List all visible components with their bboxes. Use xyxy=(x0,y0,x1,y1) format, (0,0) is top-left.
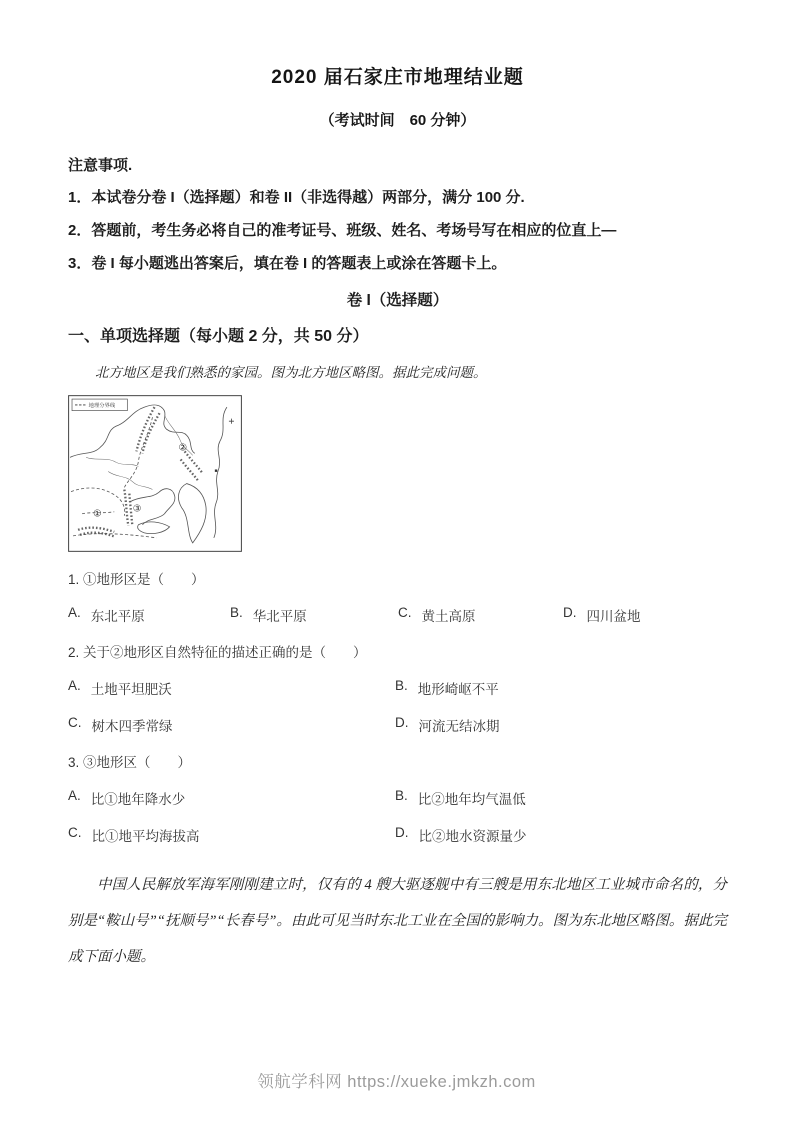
question-1-options xyxy=(68,605,727,625)
boundary-line-1 xyxy=(124,417,152,487)
part-title: 卷 I（选择题） xyxy=(346,292,449,309)
ridge-yanshan-1 xyxy=(78,528,114,532)
option-1c: C. 黄土高原 xyxy=(398,605,476,624)
option-2c: C. 树木四季常绿 xyxy=(68,715,173,734)
map-svg xyxy=(68,395,242,552)
option-2a: A. 土地平坦肥沃 xyxy=(68,678,172,697)
map-marker-3: ③ xyxy=(132,503,142,515)
watermark-footer: 领航学科网 https://xueke.jmkzh.com xyxy=(257,1073,536,1091)
question-3-options-row-2 xyxy=(68,825,727,845)
option-1d: D. 四川盆地 xyxy=(563,605,641,624)
exam-duration: （考试时间 60 分钟） xyxy=(319,112,476,129)
ridge-changbai-2 xyxy=(181,459,199,481)
option-1b: B. 华北平原 xyxy=(230,605,307,624)
question-2 xyxy=(68,641,727,735)
question-1-text: 1. ①地形区是（ ） xyxy=(68,572,205,587)
notice-item-2: 2．答题前，考生务必将自己的准考证号、班级、姓名、考场号写在相应的位直上— xyxy=(68,222,617,239)
option-2b: B. 地形崎岖不平 xyxy=(395,678,499,697)
notice-heading: 注意事项. xyxy=(68,157,133,174)
boundary-line-3 xyxy=(73,534,156,538)
korea-peninsula xyxy=(178,484,206,543)
river-1 xyxy=(86,457,138,466)
passage-northeast-navy: 中国人民解放军海军刚刚建立时，仅有的 4 艘大驱逐舰中有三艘是用东北地区工业城市命名的，分别是“鞍山号”“抚顺号”“长春号”。由此可见当时东北工业在全国的影响力。图为东北地区略图。据此完成下面小题。 xyxy=(68,877,727,965)
north-china-sketch-map xyxy=(68,395,242,552)
river-3 xyxy=(108,471,152,489)
option-3a: A. 比①地年降水少 xyxy=(68,788,186,807)
question-2-options-row-1 xyxy=(68,678,727,698)
shandong-peninsula xyxy=(138,522,170,534)
page-title: 2020 届石家庄市地理结业题 xyxy=(271,67,524,88)
question-3 xyxy=(68,751,727,845)
ridge-khingan-2 xyxy=(142,413,159,453)
option-3b: B. 比②地年均气温低 xyxy=(395,788,526,807)
question-1 xyxy=(68,568,727,625)
question-2-options-row-2 xyxy=(68,715,727,735)
option-3c: C. 比①地平均海拔高 xyxy=(68,825,200,844)
passage-north-china: 北方地区是我们熟悉的家园。图为北方地区略图。据此完成问题。 xyxy=(95,365,487,380)
ridge-changbai-1 xyxy=(185,451,203,473)
map-marker-2: ② xyxy=(178,442,188,454)
ridge-taihang-1 xyxy=(124,490,128,526)
option-1a: A. 东北平原 xyxy=(68,605,145,624)
notice-item-1: 1．本试卷分卷 I（选择题）和卷 II（非选得越）两部分，满分 100 分. xyxy=(68,189,525,206)
question-3-options-row-1 xyxy=(68,788,727,808)
ridge-khingan-1 xyxy=(136,407,154,451)
section-heading: 一、单项选择题（每小题 2 分，共 50 分） xyxy=(68,328,369,345)
coastline-north xyxy=(70,405,195,458)
option-3d: D. 比②地水资源量少 xyxy=(395,825,527,844)
plus-symbol xyxy=(229,419,234,424)
coastline-east xyxy=(214,407,227,538)
notice-item-3: 3．卷 I 每小题逃出答案后，填在卷 I 的答题表上或涂在答题卡上。 xyxy=(68,255,507,272)
map-marker-1: ① xyxy=(93,508,102,520)
question-3-text: 3. ③地形区（ ） xyxy=(68,755,192,770)
question-2-text: 2. 关于②地形区自然特征的描述正确的是（ ） xyxy=(68,645,367,660)
city-dot xyxy=(215,469,217,471)
map-legend-label: 地理分界线 xyxy=(88,402,116,409)
option-2d: D. 河流无结冰期 xyxy=(395,715,500,734)
